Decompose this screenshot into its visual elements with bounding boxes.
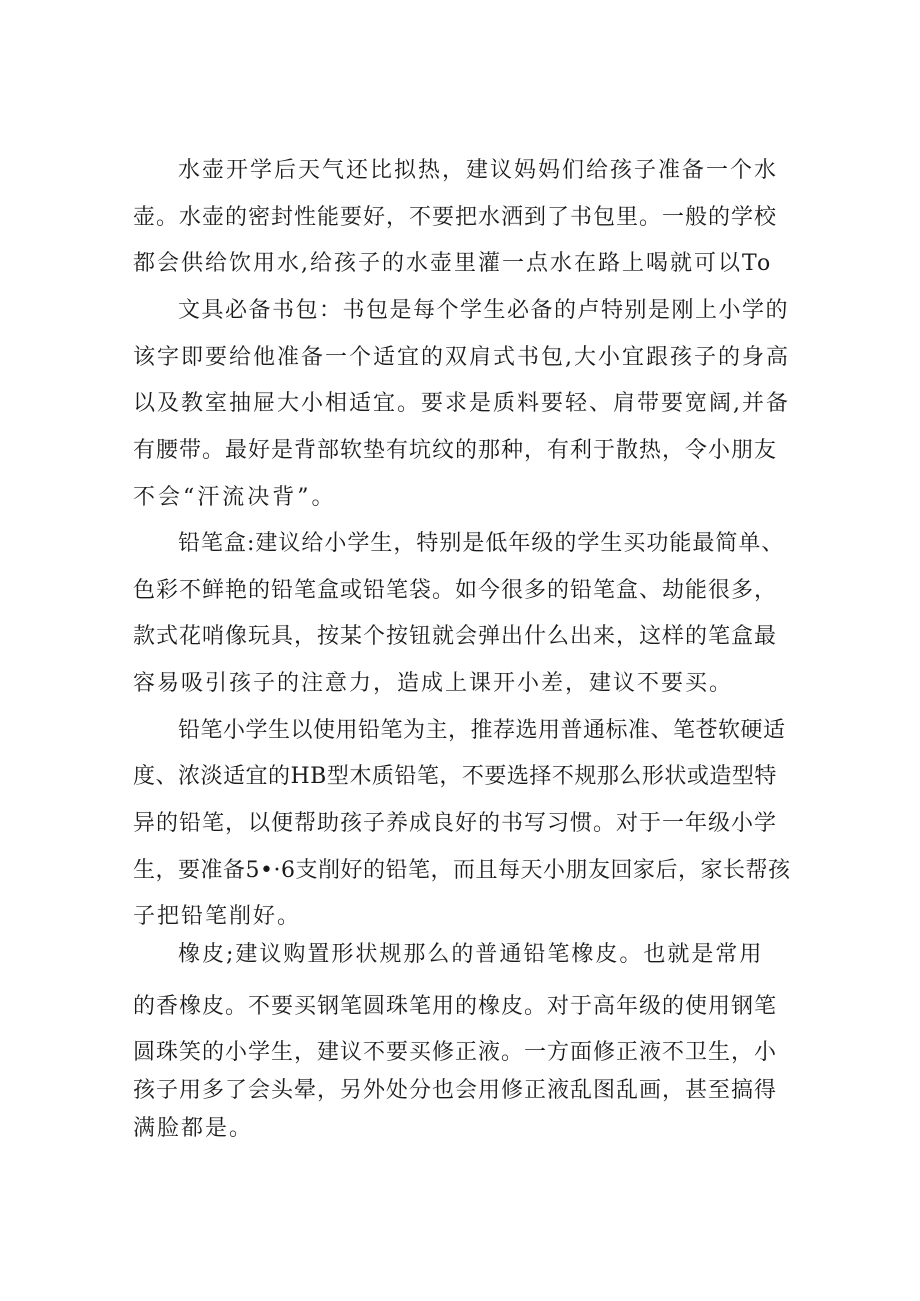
- paragraph-1-line-1: 水壶开学后天气还比拟热，建议妈妈们给孩子准备一个水: [178, 158, 779, 183]
- paragraph-3-line-4: 容易吸引孩子的注意力，造成上课开小差，建议不要买。: [133, 671, 734, 696]
- paragraph-3-line-2: 色彩不鲜艳的铅笔盒或铅笔袋。如今很多的铅笔盒、劫能很多，: [133, 578, 778, 603]
- paragraph-4-line-5: 子把铅笔削好。: [133, 904, 302, 929]
- paragraph-6-line-1: 的香橡皮。不要买钢笔圆珠笔用的橡皮。对于高年级的使用钢笔: [133, 994, 778, 1019]
- paragraph-1-line-3: 都会供给饮用水,给孩子的水壶里灌一点水在路上喝就可以To: [133, 251, 773, 276]
- paragraph-4-line-3: 异的铅笔，以便帮助孩子养成良好的书写习惯。对于一年级小学: [133, 811, 778, 836]
- paragraph-2-line-3: 以及教室抽屉大小相适宜。要求是质料要轻、肩带要宽阔,并备: [133, 391, 790, 416]
- paragraph-6-line-2: 圆珠笑的小学生，建议不要买修正液。一方面修正液不卫生，小: [133, 1040, 778, 1065]
- paragraph-2-line-5: 不会“汗流决背”。: [133, 485, 337, 510]
- paragraph-2-line-2: 该字即要给他准备一个适宜的双肩式书包,大小宜跟孩子的身高: [133, 345, 790, 370]
- paragraph-6-line-4: 满脸都是。: [133, 1116, 254, 1141]
- paragraph-2-line-1: 文具必备书包：书包是每个学生必备的卢特别是刚上小学的: [178, 298, 790, 323]
- paragraph-3-line-1: 铅笔盒:建议给小学生，特别是低年级的学生买功能最简单、: [178, 531, 785, 556]
- paragraph-4-line-4: 生，要准备5•·6支削好的铅笔，而且每天小朋友回家后，家长帮孩: [133, 858, 791, 883]
- paragraph-4-line-1: 铅笔小学生以使用铅笔为主，推荐选用普通标准、笔苍软硬适: [178, 718, 786, 743]
- paragraph-6-line-3: 孩子用多了会头晕，另外处分也会用修正液乱图乱画，甚至搞得: [133, 1078, 778, 1103]
- paragraph-4-line-2: 度、浓淡适宜的HB型木质铅笔，不要选择不规那么形状或造型特: [133, 764, 777, 789]
- paragraph-1-line-2: 壶。水壶的密封性能要好，不要把水洒到了书包里。一般的学校: [133, 205, 778, 230]
- paragraph-3-line-3: 款式花哨像玩具，按某个按钮就会弹出什么出来，这样的笔盒最: [133, 624, 778, 649]
- paragraph-2-line-4: 有腰带。最好是背部软垫有坑纹的那种，有利于散热，令小朋友: [133, 438, 778, 463]
- paragraph-5-line-1: 橡皮;建议购置形状规那么的普通铅笔橡皮。也就是常用: [178, 942, 764, 967]
